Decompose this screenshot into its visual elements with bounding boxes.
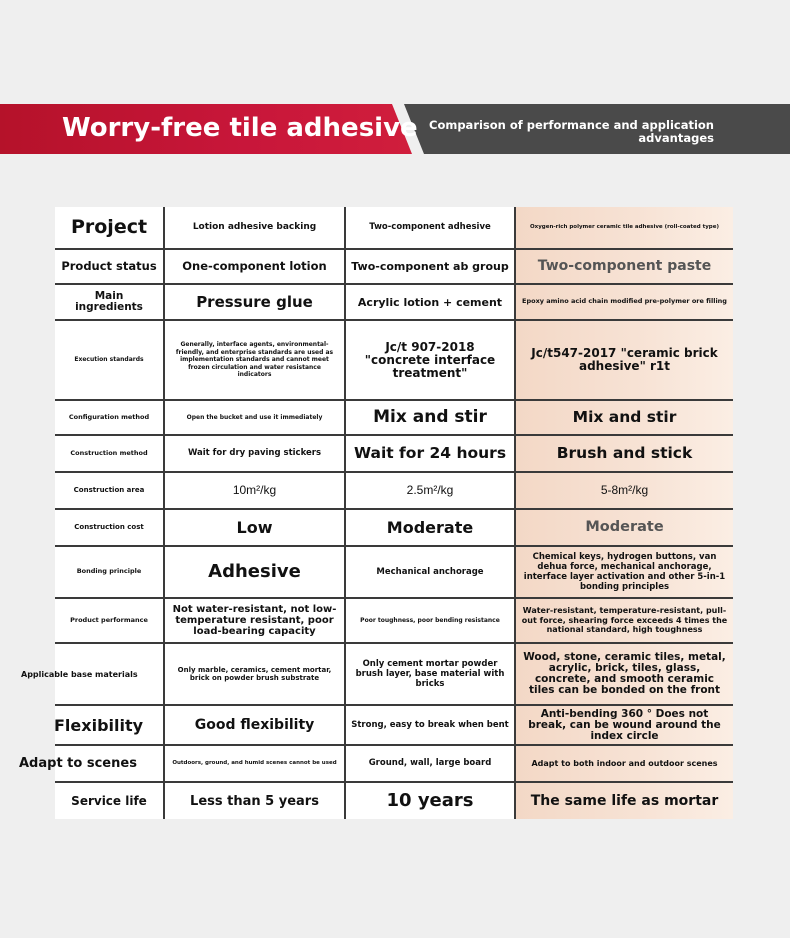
- row-label-text: Flexibility: [54, 715, 144, 735]
- row-label: [55, 706, 165, 744]
- table-row: [55, 473, 733, 510]
- cell-polymer: Brush and stick: [516, 436, 733, 471]
- cell-two-component: 10 years: [346, 783, 516, 819]
- cell-polymer: Adapt to both indoor and outdoor scenes: [516, 746, 733, 781]
- cell-lotion: 10m²/kg: [165, 473, 346, 508]
- cell-lotion: Outdoors, ground, and humid scenes cannot be used: [165, 746, 346, 781]
- row-label-text: Adapt to scenes: [19, 756, 137, 771]
- cell-two-component: Strong, easy to break when bent: [346, 706, 516, 744]
- table-row: [55, 706, 733, 746]
- cell-polymer: Two-component paste: [516, 250, 733, 283]
- row-label: Configuration method: [55, 401, 165, 434]
- row-label: Service life: [55, 783, 165, 819]
- comparison-table: [19, 207, 733, 819]
- cell-polymer: Epoxy amino acid chain modified pre-polymer ore filling: [516, 285, 733, 319]
- cell-two-component: Moderate: [346, 510, 516, 545]
- cell-lotion: One-component lotion: [165, 250, 346, 283]
- table-row: [55, 547, 733, 599]
- cell-lotion: Pressure glue: [165, 285, 346, 319]
- cell-two-component: Two-component ab group: [346, 250, 516, 283]
- table-row: [55, 401, 733, 436]
- cell-lotion: Wait for dry paving stickers: [165, 436, 346, 471]
- cell-polymer: Oxygen-rich polymer ceramic tile adhesive (roll-coated type): [516, 207, 733, 248]
- row-label-text: Applicable base materials: [21, 669, 138, 679]
- row-label: Product status: [55, 250, 165, 283]
- row-label: Project: [55, 207, 165, 248]
- row-label: Main ingredients: [55, 285, 165, 319]
- row-label: Bonding principle: [55, 547, 165, 597]
- table-row: [55, 207, 733, 250]
- row-label: Execution standards: [55, 321, 165, 399]
- cell-two-component: Ground, wall, large board: [346, 746, 516, 781]
- row-label: Construction method: [55, 436, 165, 471]
- table-row: [55, 436, 733, 473]
- cell-two-component: Two-component adhesive: [346, 207, 516, 248]
- cell-lotion: Open the bucket and use it immediately: [165, 401, 346, 434]
- table-row: [55, 285, 733, 321]
- cell-lotion: Less than 5 years: [165, 783, 346, 819]
- cell-polymer: 5-8m²/kg: [516, 473, 733, 508]
- cell-lotion: Generally, interface agents, environmental-friendly, and enterprise standards are used as implementation standards and cannot meet frozen circulation and water resistance indicators: [165, 321, 346, 399]
- cell-polymer: Anti-bending 360 ° Does not break, can be wound around the index circle: [516, 706, 733, 744]
- banner-title: Worry-free tile adhesive: [62, 113, 418, 143]
- banner-subtitle: Comparison of performance and application advantages: [429, 118, 714, 145]
- cell-lotion: Only marble, ceramics, cement mortar, brick on powder brush substrate: [165, 644, 346, 704]
- cell-polymer: Wood, stone, ceramic tiles, metal, acrylic, brick, tiles, glass, concrete, and smooth ceramic tiles can be bonded on the front: [516, 644, 733, 704]
- cell-two-component: Wait for 24 hours: [346, 436, 516, 471]
- table-row: [55, 321, 733, 401]
- cell-polymer: Chemical keys, hydrogen buttons, van dehua force, mechanical anchorage, interface layer activation and other 5-in-1 bonding principles: [516, 547, 733, 597]
- cell-lotion: Lotion adhesive backing: [165, 207, 346, 248]
- table-row: [55, 783, 733, 819]
- row-label: [21, 644, 165, 704]
- row-label: [19, 746, 165, 781]
- table-row: [19, 746, 733, 783]
- cell-two-component: Mix and stir: [346, 401, 516, 434]
- cell-two-component: 2.5m²/kg: [346, 473, 516, 508]
- cell-polymer: Jc/t547-2017 "ceramic brick adhesive" r1t: [516, 321, 733, 399]
- table-row: [55, 599, 733, 644]
- cell-two-component: Jc/t 907-2018 "concrete interface treatment": [346, 321, 516, 399]
- cell-lotion: Not water-resistant, not low-temperature resistant, poor load-bearing capacity: [165, 599, 346, 642]
- cell-lotion: Low: [165, 510, 346, 545]
- cell-polymer: The same life as mortar: [516, 783, 733, 819]
- row-label: Product performance: [55, 599, 165, 642]
- row-label: Construction cost: [55, 510, 165, 545]
- cell-polymer: Mix and stir: [516, 401, 733, 434]
- cell-polymer: Moderate: [516, 510, 733, 545]
- cell-two-component: Only cement mortar powder brush layer, base material with bricks: [346, 644, 516, 704]
- cell-two-component: Acrylic lotion + cement: [346, 285, 516, 319]
- table-row: [21, 644, 733, 706]
- cell-two-component: Mechanical anchorage: [346, 547, 516, 597]
- row-label: Construction area: [55, 473, 165, 508]
- header-banner: [0, 104, 790, 154]
- cell-lotion: Adhesive: [165, 547, 346, 597]
- table-row: [55, 510, 733, 547]
- table-row: [55, 250, 733, 285]
- cell-polymer: Water-resistant, temperature-resistant, pull-out force, shearing force exceeds 4 times the national standard, high toughness: [516, 599, 733, 642]
- cell-two-component: Poor toughness, poor bending resistance: [346, 599, 516, 642]
- cell-lotion: Good flexibility: [165, 706, 346, 744]
